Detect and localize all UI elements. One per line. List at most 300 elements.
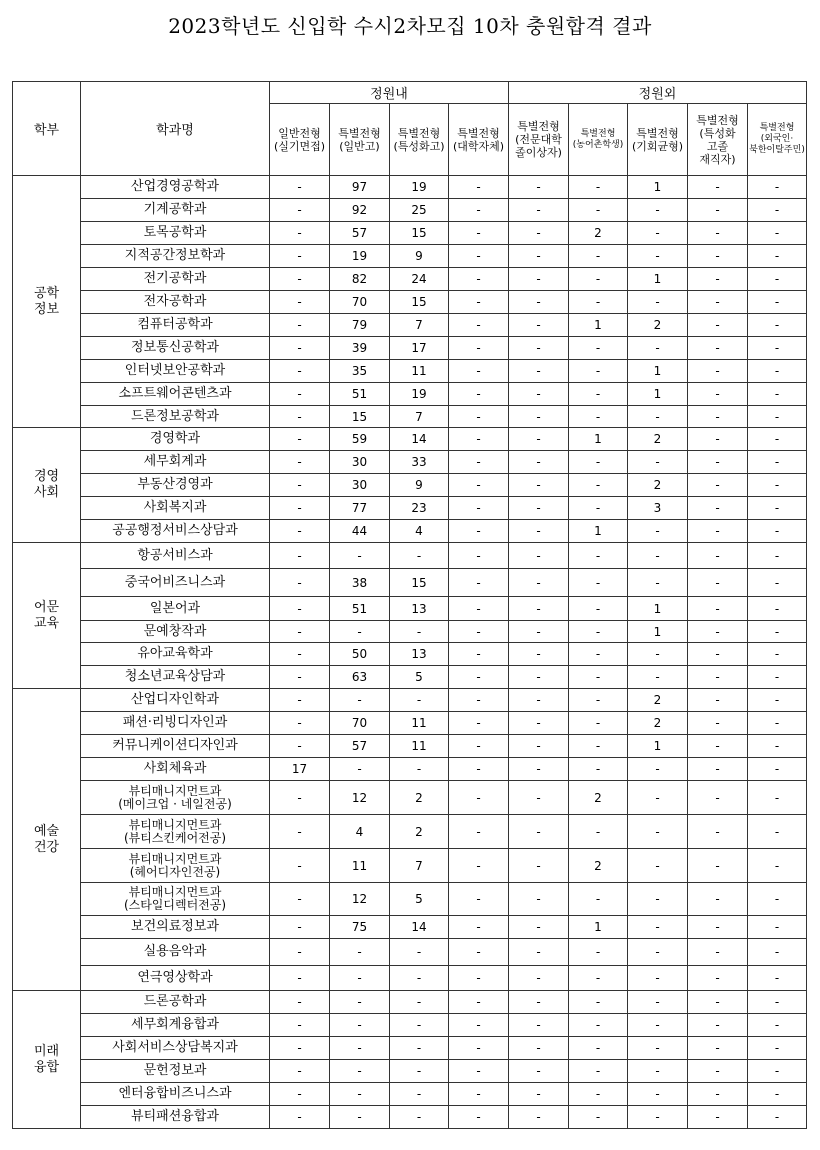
department-name-line: (헤어디자인전공) <box>129 864 221 879</box>
value-cell: - <box>748 643 807 666</box>
table-row <box>13 1083 807 1106</box>
value-cell: - <box>509 199 569 222</box>
department-name-line: 드론공학과 <box>143 994 207 1009</box>
column-header-line: 일반전형 <box>278 126 321 140</box>
value-cell: - <box>628 1060 688 1083</box>
value-cell: - <box>628 1014 688 1037</box>
value-cell: - <box>449 991 509 1014</box>
value-cell: 3 <box>628 497 688 520</box>
value-cell: 2 <box>628 689 688 712</box>
value-cell: - <box>628 569 688 597</box>
value-cell: - <box>569 176 628 199</box>
value-cell: - <box>748 222 807 245</box>
value-cell: - <box>390 1037 449 1060</box>
value-cell: - <box>270 621 330 643</box>
value-cell: - <box>270 815 330 849</box>
value-cell: 17 <box>270 758 330 781</box>
value-cell: - <box>569 883 628 916</box>
value-cell: - <box>569 1106 628 1129</box>
value-cell: 57 <box>330 735 390 758</box>
value-cell: - <box>569 597 628 621</box>
value-cell: - <box>449 314 509 337</box>
division-name-line: 융합 <box>33 1059 60 1075</box>
value-cell: 50 <box>330 643 390 666</box>
value-cell: - <box>688 1106 748 1129</box>
column-header <box>688 104 748 176</box>
table-row <box>13 199 807 222</box>
department-cell <box>81 712 270 735</box>
value-cell: 1 <box>569 520 628 543</box>
column-header <box>509 104 569 176</box>
value-cell: - <box>449 245 509 268</box>
department-cell <box>81 621 270 643</box>
value-cell: - <box>688 712 748 735</box>
value-cell: - <box>688 291 748 314</box>
table-row <box>13 712 807 735</box>
value-cell: - <box>748 883 807 916</box>
value-cell: - <box>569 991 628 1014</box>
value-cell: - <box>748 451 807 474</box>
value-cell: - <box>748 991 807 1014</box>
department-cell <box>81 497 270 520</box>
department-name-line: 뷰티패션융합과 <box>131 1109 219 1124</box>
value-cell: - <box>509 406 569 428</box>
value-cell: 39 <box>330 337 390 360</box>
value-cell: 19 <box>390 383 449 406</box>
value-cell: - <box>270 497 330 520</box>
value-cell: - <box>628 1083 688 1106</box>
value-cell: 1 <box>628 268 688 291</box>
table-row <box>13 1106 807 1129</box>
value-cell: 75 <box>330 916 390 939</box>
column-header-line: (외국인· <box>760 134 794 144</box>
value-cell: - <box>509 497 569 520</box>
department-name-line: 커뮤니케이션디자인과 <box>112 738 238 753</box>
value-cell: - <box>449 758 509 781</box>
value-cell: - <box>748 474 807 497</box>
value-cell: 4 <box>330 815 390 849</box>
table-row <box>13 222 807 245</box>
value-cell: - <box>628 520 688 543</box>
value-cell: 5 <box>390 666 449 689</box>
value-cell: - <box>628 1106 688 1129</box>
value-cell: 1 <box>569 314 628 337</box>
value-cell: - <box>270 406 330 428</box>
department-name-line: 전기공학과 <box>143 271 207 286</box>
value-cell: 70 <box>330 291 390 314</box>
value-cell: - <box>569 815 628 849</box>
value-cell: - <box>449 666 509 689</box>
value-cell: - <box>330 966 390 991</box>
value-cell: 11 <box>390 712 449 735</box>
value-cell: - <box>748 916 807 939</box>
department-cell <box>81 781 270 815</box>
column-header-line: (특성화 <box>699 126 736 140</box>
value-cell: - <box>390 543 449 569</box>
value-cell: - <box>628 758 688 781</box>
value-cell: - <box>509 569 569 597</box>
value-cell: - <box>748 245 807 268</box>
value-cell: 7 <box>390 406 449 428</box>
value-cell: - <box>449 1037 509 1060</box>
division-name-line: 교육 <box>33 615 60 631</box>
value-cell: - <box>270 735 330 758</box>
value-cell: - <box>509 712 569 735</box>
value-cell: - <box>270 1060 330 1083</box>
value-cell: - <box>509 1083 569 1106</box>
value-cell: - <box>449 268 509 291</box>
table-row <box>13 991 807 1014</box>
value-cell: - <box>688 883 748 916</box>
column-header-line: 특별전형 <box>580 128 616 139</box>
department-name-line: 인터넷보안공학과 <box>124 363 226 378</box>
department-name-line: 부동산경영과 <box>137 477 213 492</box>
department-cell <box>81 569 270 597</box>
value-cell: - <box>449 451 509 474</box>
department-cell <box>81 245 270 268</box>
column-header-line: (실기면접) <box>273 139 326 153</box>
value-cell: - <box>270 712 330 735</box>
column-header-line: 특별전형 <box>397 126 441 140</box>
value-cell: - <box>509 597 569 621</box>
table-row <box>13 735 807 758</box>
column-header-line: 특별전형 <box>517 120 560 133</box>
department-cell <box>81 176 270 199</box>
value-cell: - <box>449 966 509 991</box>
department-name-line: 문헌정보과 <box>143 1063 207 1078</box>
table-row <box>13 883 807 916</box>
value-cell: - <box>449 569 509 597</box>
department-name-line: 소프트웨어콘텐츠과 <box>118 386 232 401</box>
department-name-line: 일본어과 <box>149 600 201 616</box>
department-cell <box>81 815 270 849</box>
value-cell: - <box>270 597 330 621</box>
value-cell: 30 <box>330 474 390 497</box>
department-name-line: 산업디자인학과 <box>131 692 219 707</box>
value-cell: - <box>449 383 509 406</box>
value-cell: - <box>390 758 449 781</box>
department-cell <box>81 199 270 222</box>
value-cell: 2 <box>628 474 688 497</box>
value-cell: 2 <box>390 781 449 815</box>
value-cell: - <box>270 520 330 543</box>
column-header-line: 고졸 <box>706 139 729 153</box>
value-cell: - <box>270 991 330 1014</box>
value-cell: 14 <box>390 428 449 451</box>
value-cell: - <box>748 1060 807 1083</box>
value-cell: - <box>628 883 688 916</box>
value-cell: - <box>748 199 807 222</box>
value-cell: - <box>270 1037 330 1060</box>
value-cell: - <box>748 520 807 543</box>
value-cell: - <box>748 497 807 520</box>
value-cell: - <box>688 1037 748 1060</box>
value-cell: - <box>569 712 628 735</box>
value-cell: - <box>270 883 330 916</box>
value-cell: - <box>688 360 748 383</box>
department-cell <box>81 1083 270 1106</box>
value-cell: - <box>569 643 628 666</box>
value-cell: - <box>748 666 807 689</box>
value-cell: - <box>628 849 688 883</box>
column-header-line: 특별전형 <box>457 126 500 140</box>
value-cell: - <box>569 543 628 569</box>
value-cell: - <box>509 451 569 474</box>
value-cell: - <box>270 474 330 497</box>
division-name-line: 정보 <box>33 301 60 317</box>
department-cell <box>81 428 270 451</box>
division-cell <box>13 991 81 1129</box>
value-cell: 11 <box>390 360 449 383</box>
value-cell: - <box>509 428 569 451</box>
value-cell: 35 <box>330 360 390 383</box>
department-name-line: 드론정보공학과 <box>131 408 219 424</box>
value-cell: - <box>449 883 509 916</box>
value-cell: - <box>688 849 748 883</box>
value-cell: 1 <box>569 916 628 939</box>
table-row <box>13 176 807 199</box>
value-cell: - <box>449 543 509 569</box>
value-cell: - <box>569 360 628 383</box>
table-row <box>13 666 807 689</box>
department-name-line: 지적공간정보학과 <box>124 248 226 263</box>
value-cell: - <box>330 621 390 643</box>
value-cell: 51 <box>330 383 390 406</box>
value-cell: - <box>569 291 628 314</box>
value-cell: - <box>569 1060 628 1083</box>
value-cell: - <box>330 543 390 569</box>
value-cell: - <box>569 1037 628 1060</box>
department-name-line: 기계공학과 <box>143 202 207 217</box>
value-cell: - <box>270 337 330 360</box>
value-cell: - <box>509 991 569 1014</box>
department-cell <box>81 1014 270 1037</box>
division-name-line: 어문 <box>33 599 60 615</box>
value-cell: - <box>330 758 390 781</box>
value-cell: - <box>688 383 748 406</box>
value-cell: - <box>569 939 628 966</box>
value-cell: - <box>509 916 569 939</box>
value-cell: 1 <box>628 597 688 621</box>
department-cell <box>81 268 270 291</box>
division-name-line: 공학 <box>33 285 60 301</box>
value-cell: - <box>748 314 807 337</box>
column-header <box>748 104 807 176</box>
value-cell: 38 <box>330 569 390 597</box>
value-cell: 1 <box>628 621 688 643</box>
value-cell: - <box>270 543 330 569</box>
value-cell: 33 <box>390 451 449 474</box>
department-name-line: 패션·리빙디자인과 <box>122 715 228 730</box>
value-cell: 2 <box>628 428 688 451</box>
value-cell: - <box>270 245 330 268</box>
value-cell: - <box>509 781 569 815</box>
value-cell: - <box>449 360 509 383</box>
value-cell: - <box>449 406 509 428</box>
value-cell: - <box>628 543 688 569</box>
value-cell: 51 <box>330 597 390 621</box>
value-cell: - <box>688 1014 748 1037</box>
value-cell: - <box>569 966 628 991</box>
value-cell: - <box>390 939 449 966</box>
value-cell: - <box>390 1014 449 1037</box>
value-cell: - <box>449 689 509 712</box>
value-cell: - <box>688 621 748 643</box>
value-cell: 1 <box>628 383 688 406</box>
value-cell: - <box>628 939 688 966</box>
value-cell: - <box>390 621 449 643</box>
value-cell: - <box>330 1106 390 1129</box>
department-name-line: 전자공학과 <box>143 294 207 309</box>
value-cell: - <box>748 849 807 883</box>
value-cell: - <box>748 621 807 643</box>
department-cell <box>81 689 270 712</box>
value-cell: 1 <box>628 360 688 383</box>
department-name-line: 엔터융합비즈니스과 <box>118 1086 232 1101</box>
table-row <box>13 916 807 939</box>
value-cell: - <box>509 883 569 916</box>
value-cell: - <box>270 176 330 199</box>
value-cell: 9 <box>390 474 449 497</box>
results-table <box>12 81 807 1129</box>
value-cell: - <box>748 1106 807 1129</box>
column-header <box>569 104 628 176</box>
value-cell: - <box>449 939 509 966</box>
department-name-line: (스타일디렉터전공) <box>123 898 227 912</box>
value-cell: 12 <box>330 781 390 815</box>
value-cell: - <box>449 428 509 451</box>
column-header-line: (특성화고) <box>393 139 445 153</box>
value-cell: - <box>509 245 569 268</box>
value-cell: 1 <box>628 735 688 758</box>
value-cell: 2 <box>628 314 688 337</box>
division-name-line: 건강 <box>33 839 60 855</box>
table-row <box>13 474 807 497</box>
value-cell: - <box>509 543 569 569</box>
department-name-line: 사회체육과 <box>143 761 207 776</box>
value-cell: - <box>569 758 628 781</box>
value-cell: - <box>748 735 807 758</box>
value-cell: - <box>390 1083 449 1106</box>
value-cell: - <box>270 689 330 712</box>
value-cell: 15 <box>330 406 390 428</box>
column-header-line: (대학자체) <box>452 139 505 153</box>
value-cell: - <box>688 666 748 689</box>
value-cell: - <box>449 1060 509 1083</box>
value-cell: - <box>569 689 628 712</box>
value-cell: - <box>688 474 748 497</box>
group-in-header: 정원내 <box>270 82 509 104</box>
column-header-line: (일반고) <box>339 139 380 153</box>
value-cell: - <box>628 1037 688 1060</box>
value-cell: - <box>509 966 569 991</box>
value-cell: - <box>270 222 330 245</box>
value-cell: - <box>569 1083 628 1106</box>
value-cell: 17 <box>390 337 449 360</box>
value-cell: - <box>270 966 330 991</box>
value-cell: - <box>688 451 748 474</box>
value-cell: 44 <box>330 520 390 543</box>
value-cell: - <box>688 268 748 291</box>
value-cell: - <box>270 939 330 966</box>
value-cell: - <box>449 337 509 360</box>
value-cell: 92 <box>330 199 390 222</box>
value-cell: 4 <box>390 520 449 543</box>
value-cell: - <box>569 406 628 428</box>
value-cell: - <box>569 735 628 758</box>
value-cell: - <box>628 406 688 428</box>
department-name-line: (메이크업 · 네일전공) <box>118 796 232 811</box>
department-name-line: 경영학과 <box>149 431 201 446</box>
value-cell: - <box>330 1083 390 1106</box>
value-cell: - <box>509 1014 569 1037</box>
value-cell: - <box>390 689 449 712</box>
division-name-line: 경영 <box>33 469 60 484</box>
value-cell: - <box>688 916 748 939</box>
value-cell: 19 <box>390 176 449 199</box>
value-cell: - <box>748 360 807 383</box>
table-row <box>13 268 807 291</box>
value-cell: - <box>569 666 628 689</box>
value-cell: - <box>509 621 569 643</box>
column-header <box>330 104 390 176</box>
value-cell: - <box>569 337 628 360</box>
value-cell: - <box>688 497 748 520</box>
table-row <box>13 966 807 991</box>
table-row <box>13 520 807 543</box>
department-name-line: 세무회계융합과 <box>131 1017 219 1032</box>
value-cell: - <box>748 291 807 314</box>
table-row <box>13 569 807 597</box>
department-name-line: 사회서비스상담복지과 <box>112 1040 238 1055</box>
value-cell: - <box>688 222 748 245</box>
value-cell: 59 <box>330 428 390 451</box>
value-cell: - <box>628 222 688 245</box>
value-cell: 1 <box>628 176 688 199</box>
division-header: 학부 <box>13 82 81 176</box>
division-name-line: 사회 <box>33 485 60 500</box>
value-cell: - <box>270 781 330 815</box>
division-cell <box>13 176 81 428</box>
value-cell: - <box>330 939 390 966</box>
value-cell: - <box>748 597 807 621</box>
value-cell: - <box>270 291 330 314</box>
value-cell: - <box>688 781 748 815</box>
value-cell: - <box>270 916 330 939</box>
value-cell: - <box>509 291 569 314</box>
value-cell: - <box>449 815 509 849</box>
value-cell: - <box>628 666 688 689</box>
value-cell: - <box>509 1060 569 1083</box>
value-cell: 77 <box>330 497 390 520</box>
department-name-line: 뷰티매니지먼트과 <box>128 817 222 832</box>
page-title: 2023학년도 신입학 수시2차모집 10차 충원합격 결과 <box>168 14 652 38</box>
table-row <box>13 245 807 268</box>
value-cell: - <box>688 406 748 428</box>
value-cell: - <box>748 758 807 781</box>
value-cell: - <box>509 666 569 689</box>
department-cell <box>81 474 270 497</box>
table-row <box>13 643 807 666</box>
value-cell: - <box>569 497 628 520</box>
value-cell: - <box>628 337 688 360</box>
value-cell: - <box>748 337 807 360</box>
column-header-line: 북한이탈주민) <box>749 145 805 155</box>
department-name-line: 보건의료정보과 <box>131 919 219 934</box>
department-name-line: 중국어비즈니스과 <box>124 574 226 590</box>
value-cell: 97 <box>330 176 390 199</box>
value-cell: 13 <box>390 643 449 666</box>
